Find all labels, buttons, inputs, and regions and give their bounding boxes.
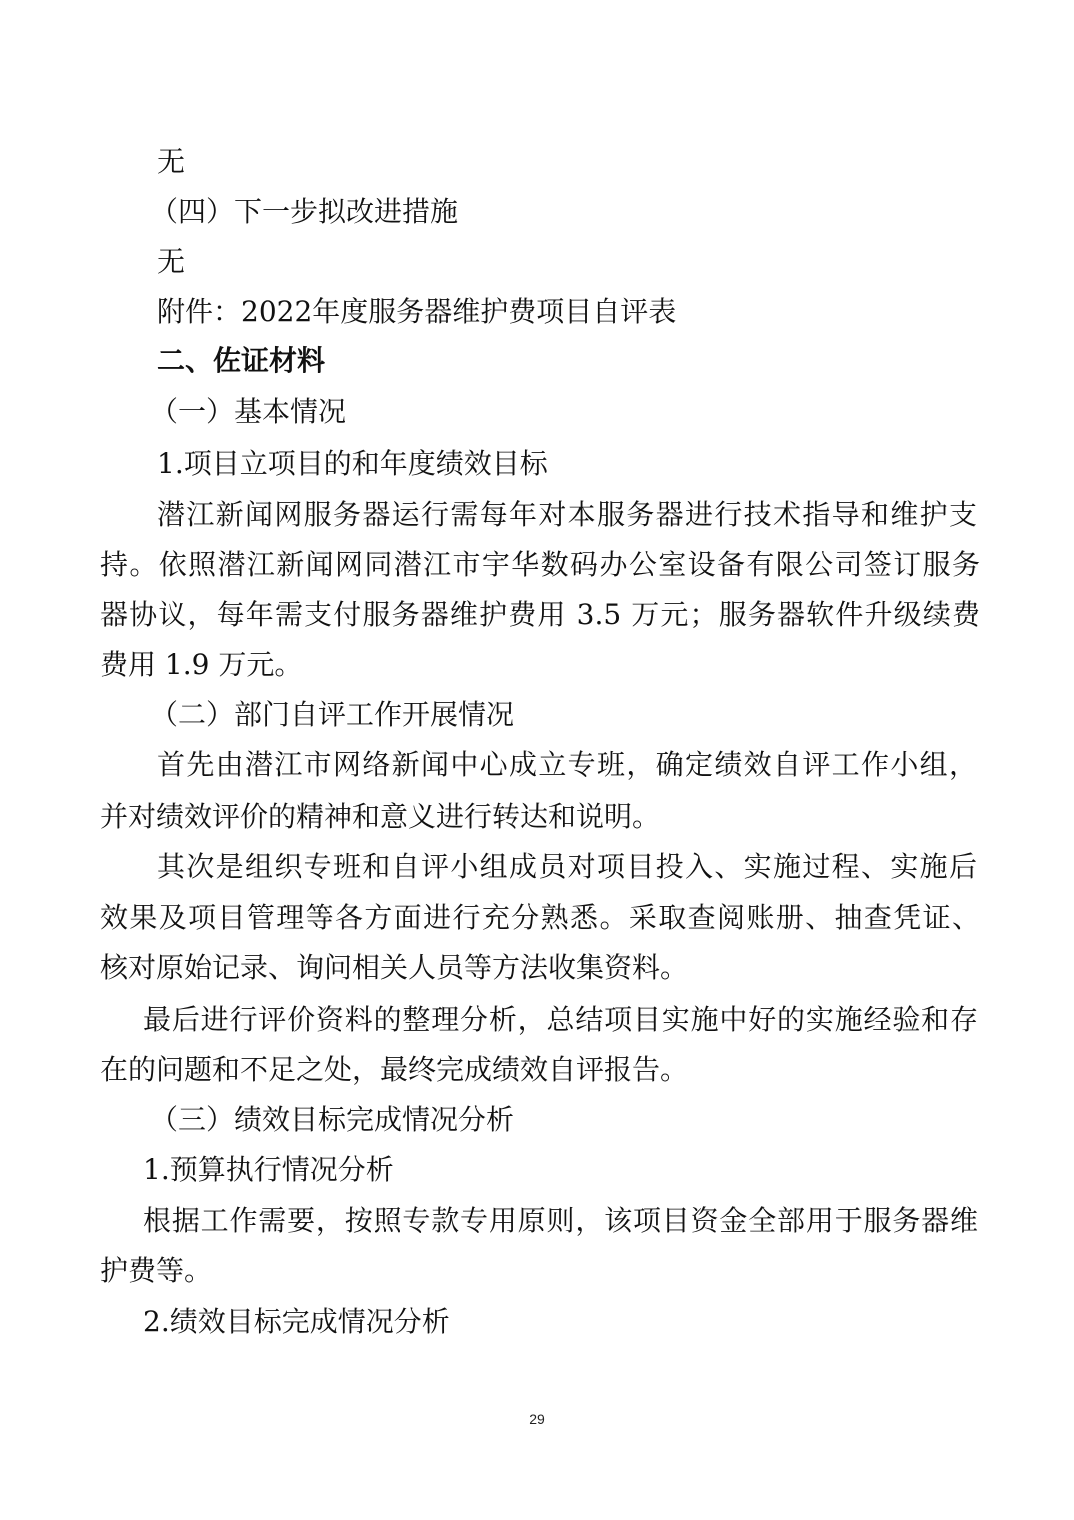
- paragraph-line: 最后进行评价资料的整理分析，总结项目实施中好的实施经验和存: [143, 1003, 978, 1036]
- paragraph-line: 核对原始记录、询问相关人员等方法收集资料。: [100, 951, 689, 984]
- paragraph-line: 并对绩效评价的精神和意义进行转达和说明。: [100, 800, 661, 833]
- paragraph-line: 根据工作需要，按照专款专用原则，该项目资金全部用于服务器维: [143, 1204, 978, 1237]
- paragraph-line: 持。依照潜江新闻网同潜江市宇华数码办公室设备有限公司签订服务: [100, 548, 980, 581]
- paragraph-line: 潜江新闻网服务器运行需每年对本服务器进行技术指导和维护支: [157, 498, 977, 531]
- paragraph-line: 在的问题和不足之处，最终完成绩效自评报告。: [100, 1053, 689, 1086]
- section-heading: （四）下一步拟改进措施: [150, 195, 459, 228]
- section-heading: （二）部门自评工作开展情况: [150, 698, 515, 731]
- section-heading: （一）基本情况: [150, 395, 347, 428]
- section-heading: 二、佐证材料: [157, 344, 326, 377]
- subsection-heading: 1.项目立项目的和年度绩效目标: [157, 447, 548, 480]
- page-number: 29: [529, 1411, 545, 1427]
- section-heading: （三）绩效目标完成情况分析: [150, 1103, 515, 1136]
- paragraph-line: 护费等。: [100, 1254, 213, 1287]
- subsection-heading: 2.绩效目标完成情况分析: [143, 1305, 450, 1338]
- paragraph-line: 器协议，每年需支付服务器维护费用 3.5 万元；服务器软件升级续费: [100, 598, 980, 631]
- attachment-line: 附件：2022年度服务器维护费项目自评表: [157, 295, 677, 328]
- subsection-heading: 1.预算执行情况分析: [143, 1153, 394, 1186]
- paragraph-line: 其次是组织专班和自评小组成员对项目投入、实施过程、实施后: [157, 850, 977, 883]
- text-line: 无: [157, 145, 186, 178]
- paragraph-line: 首先由潜江市网络新闻中心成立专班，确定绩效自评工作小组，: [157, 748, 977, 781]
- paragraph-line: 费用 1.9 万元。: [100, 648, 303, 681]
- paragraph-line: 效果及项目管理等各方面进行充分熟悉。采取查阅账册、抽查凭证、: [100, 901, 980, 934]
- text-line: 无: [157, 245, 186, 278]
